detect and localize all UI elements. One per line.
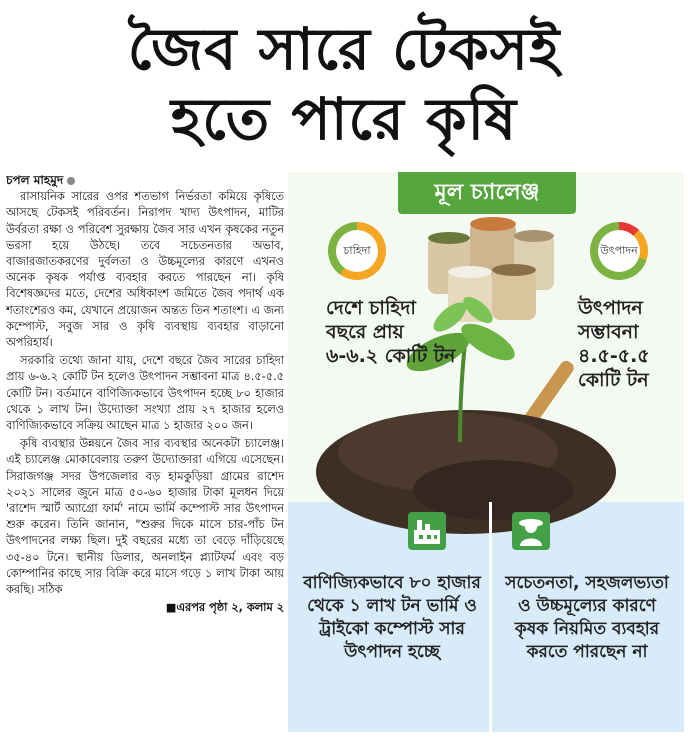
demand-ring-icon — [328, 222, 386, 280]
headline-line-2: হতে পারে কৃষি — [170, 85, 518, 153]
headline — [0, 14, 688, 154]
article-paragraph-2: সরকারি তথ্যে জানা যায়, দেশে বছরে জৈব সারের চাহিদা প্রায় ৬-৬.২ কোটি টন হলেও উৎপাদন সম্ভাবনা মাত্র ৪.৫-৫.৫ কোটি টন। বর্তমানে বাণিজ্যিকভাবে উৎপাদন হচ্ছে ৮০ হাজার থেকে ১ লাখ টন। উদ্যোক্তা সংখ্যা প্রায় ২৭ হাজার হলেও বাণিজ্যিকভাবে সক্রিয় আছেন মাত্র ১ হাজার ২০০ জন। — [6, 354, 284, 433]
soil-mound-icon — [316, 410, 616, 534]
byline-dot-icon — [67, 177, 75, 185]
demand-ring-label: চাহিদা — [336, 230, 378, 272]
headline-line-1: জৈব সারে টেকসই — [127, 15, 561, 83]
factory-icon — [408, 512, 446, 550]
continuation-link[interactable]: ■ এরপর পৃষ্ঠা ২, কলাম ২ — [6, 600, 284, 616]
awareness-text: সচেতনতা, সহজলভ্যতা ও উচ্চমূল্যের কারণে কৃষক নিয়মিত ব্যবহার করতে পারছেন না — [505, 573, 669, 662]
supply-ring-label: উৎপাদন — [598, 230, 640, 272]
byline-name: চপল মাহমুদ — [6, 173, 64, 187]
infographic — [288, 172, 684, 732]
article-paragraph-1: রাসায়নিক সারের ওপর শতভাগ নির্ভরতা কমিয়ে কৃষিতে আসছে টেকসই পরিবর্তন। নিরাপদ খাদ্য উৎপাদন, মাটির উর্বরতা রক্ষা ও পরিবেশ সুরক্ষায় জৈব সার এখন কৃষকের নতুন ভরসা হয়ে উঠছে। তবে সচেতনতার অভাব, বাজারজাতকরণের দুর্বলতা ও উচ্চমূল্যের কারণে এখনও অনেক কৃষক পর্যাপ্ত ব্যবহার করতে পারছেন না। কৃষি বিশেষজ্ঞদের মতে, দেশের অধিকাংশ জমিতে জৈব পদার্থ এক শতাংশেরও কম, যেখানে প্রয়োজন অন্তত তিন শতাংশ। এ জন্য কম্পোস্ট, সবুজ সার ও কৃষি ব্যবস্থায় ব্যবহার বাড়ানো অপরিহার্য। — [6, 190, 284, 350]
article-paragraph-3: কৃষি ব্যবস্থার উন্নয়নে জৈব সার ব্যবস্থার অনেকটা চ্যালেঞ্জ। এই চ্যালেঞ্জ মোকাবেলায় তরুণ উদ্যোক্তারা এগিয়ে এসেছেন। সিরাজগঞ্জ সদর উপজেলার বড় হামকুড়িয়া গ্রামের রাশেদ ২০২১ সালের জুনে মাত্র ৫০-৬০ হাজার টাকা মূলধন দিয়ে 'রাশেদ স্মার্ট অ্যাগ্রো ফার্ম' নামে ভার্মি কম্পোস্ট সার উৎপাদন শুরু করেন। তিনি জানান, "শুরুর দিকে মাসে চার-পাঁচ টন উৎপাদনের লক্ষ্য ছিল। দুই বছরের মধ্যে তা বেড়ে দাঁড়িয়েছে ৩৫-৪০ টনে। স্থানীয় ডিলার, অনলাইন প্ল্যাটফর্ম এবং বড় কোম্পানির কাছে সার বিক্রি করে মাসে গড়ে ১ লাখ টাকা আয় করছি। সঠিক — [6, 437, 284, 597]
article-column — [6, 172, 284, 732]
demand-stat: দেশে চাহিদা বছরে প্রায় ৬-৬.২ কোটি টন — [326, 297, 456, 367]
commercial-production-text: বাণিজ্যিকভাবে ৮০ হাজার থেকে ১ লাখ টন ভার্মি ও ট্রাইকো কম্পোস্ট সার উৎপাদন হচ্ছে — [303, 573, 481, 662]
supply-ring-icon — [590, 222, 648, 280]
challenge-banner: মূল চ্যালেঞ্জ — [398, 172, 576, 214]
supply-stat: উৎপাদন সম্ভাবনা ৪.৫-৫.৫ কোটি টন — [578, 297, 650, 391]
farmer-icon — [512, 512, 550, 550]
panel-divider — [489, 502, 492, 732]
byline — [6, 172, 284, 188]
